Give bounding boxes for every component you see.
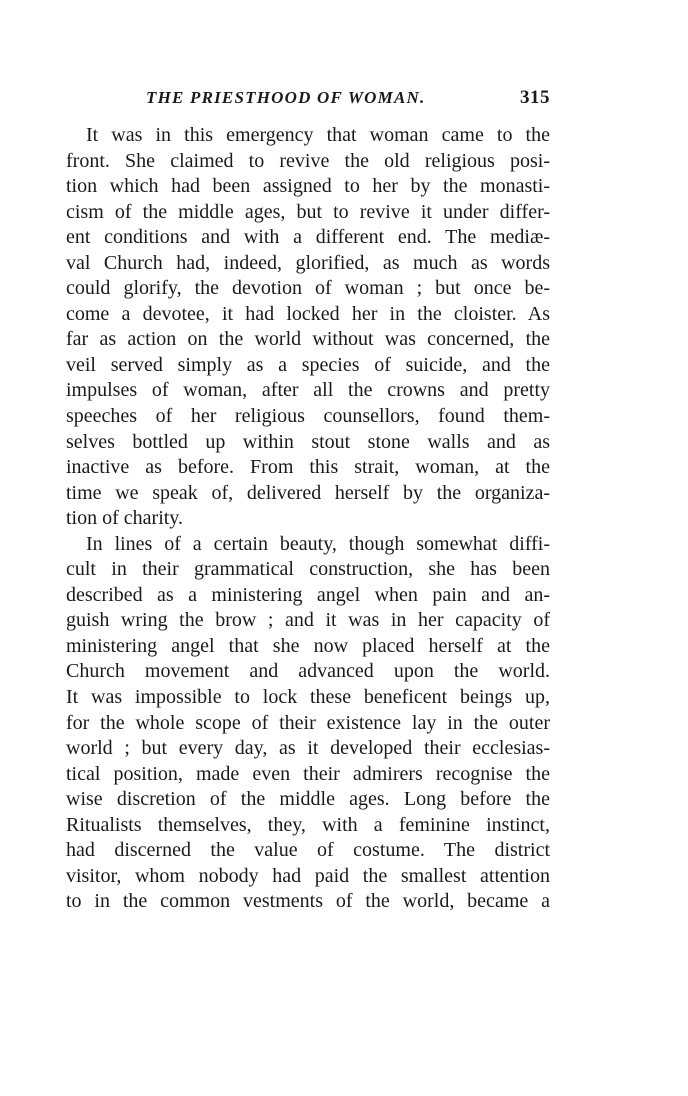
text-line: far as action on the world without was concerned, the (66, 328, 550, 351)
running-head (66, 84, 550, 112)
text-line: wise discretion of the middle ages. Long before the (66, 788, 550, 811)
text-line: could glorify, the devotion of woman ; but once be- (66, 277, 550, 300)
text-line: had discerned the value of costume. The district (66, 839, 550, 862)
text-line: It was impossible to lock these beneficent beings up, (66, 686, 550, 709)
text-line: inactive as before. From this strait, woman, at the (66, 456, 550, 479)
text-line: Church movement and advanced upon the world. (66, 660, 550, 683)
text-line: to in the common vestments of the world, became a (66, 890, 550, 913)
text-line: Ritualists themselves, they, with a feminine instinct, (66, 813, 550, 836)
text-line: veil served simply as a species of suicide, and the (66, 353, 550, 376)
text-line: tical position, made even their admirers recognise the (66, 762, 550, 785)
paragraph (66, 123, 550, 532)
paragraph (66, 532, 550, 915)
text-line: tion of charity. (66, 507, 184, 530)
text-line: visitor, whom nobody had paid the smallest attention (66, 864, 550, 887)
text-line: speeches of her religious counsellors, found them- (66, 405, 550, 428)
text-line: cult in their grammatical construction, she has been (66, 558, 550, 581)
text-line: described as a ministering angel when pain and an- (66, 583, 550, 606)
text-line: world ; but every day, as it developed their ecclesias- (66, 737, 550, 760)
text-line: ent conditions and with a different end. The mediæ- (66, 226, 550, 249)
running-title: THE PRIESTHOOD OF WOMAN. (146, 88, 426, 107)
text-line: front. She claimed to revive the old religious posi- (66, 149, 550, 172)
text-line: come a devotee, it had locked her in the cloister. As (66, 302, 550, 325)
text-line: val Church had, indeed, glorified, as much as words (66, 251, 550, 274)
text-line: tion which had been assigned to her by the monasti- (66, 175, 550, 198)
text-line: selves bottled up within stout stone walls and as (66, 430, 550, 453)
text-line: for the whole scope of their existence lay in the outer (66, 711, 550, 734)
body-text (66, 123, 550, 915)
page-number: 315 (520, 87, 550, 108)
text-line: ministering angel that she now placed herself at the (66, 634, 550, 657)
text-line: It was in this emergency that woman came to the (86, 124, 550, 146)
text-line: In lines of a certain beauty, though somewhat diffi- (86, 532, 550, 555)
text-line: guish wring the brow ; and it was in her capacity of (66, 609, 550, 632)
text-line: cism of the middle ages, but to revive it under differ- (66, 200, 550, 223)
text-line: impulses of woman, after all the crowns and pretty (66, 379, 550, 402)
text-line: time we speak of, delivered herself by the organiza- (66, 481, 550, 504)
